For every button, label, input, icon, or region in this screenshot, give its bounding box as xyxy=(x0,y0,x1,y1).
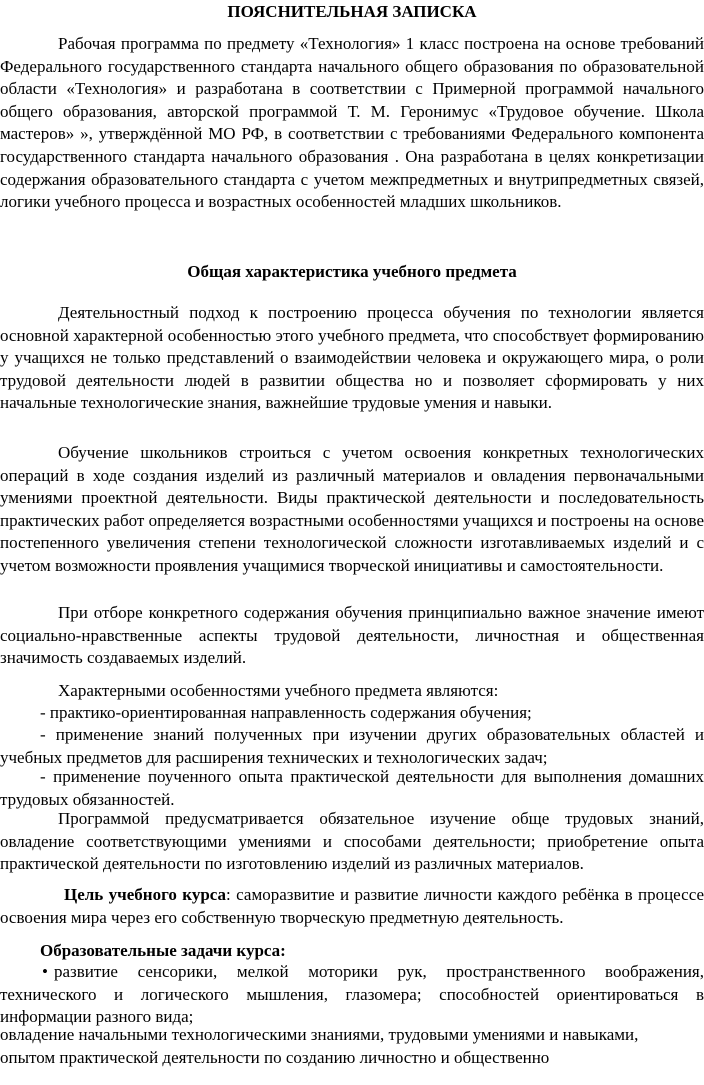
goal-label: Цель учебного курса xyxy=(64,885,227,904)
paragraph-content-selection: При отборе конкретного содержания обучения принципиально важное значение имеют социально-нравственные аспекты трудовой деятельности, личностная и общественная значимость создаваемых изделий. xyxy=(0,603,704,668)
paragraph-program: Программой предусматривается обязательное изучение обще трудовых знаний, овладение соответствующими умениями и способами деятельности; приобретение опыта практической деятельности по изготовлению изделий из различных материалов. xyxy=(0,809,704,874)
feature-item: - применение знаний полученных при изучении других образовательных областей и учебных предметов для расширения технических и технологических задач; xyxy=(0,725,704,767)
tasks-heading: Образовательные задачи курса: xyxy=(40,941,286,960)
document-title: ПОЯСНИТЕЛЬНАЯ ЗАПИСКА xyxy=(227,2,477,21)
intro-paragraph: Рабочая программа по предмету «Технология» 1 класс построена на основе требований Федерального государственного стандарта начального общего образования по образовательной области «Технология» и разработана в соответствии с Примерной программой начального общего образования, авторской программой Т. М. Геронимус «Трудовое обучение. Школа мастеров» », утверждённой МО РФ, в соответствии с требованиями Федерального компонента государственного стандарта начального образования . Она разработана в целях конкретизации содержания образовательного стандарта с учетом межпредметных и внутрипредметных связей, логики учебного процесса и возрастных особенностей младших школьников. xyxy=(0,34,704,212)
task-item-line: опытом практической деятельности по созданию личностно и общественно xyxy=(0,1048,550,1067)
task-item: развитие сенсорики, мелкой моторики рук, пространственного воображения, технического и логического мышления, глазомера; способностей ориентироваться в информации разного вида; xyxy=(0,962,704,1027)
section-heading: Общая характеристика учебного предмета xyxy=(187,262,517,281)
bullet-icon: • xyxy=(42,962,48,981)
paragraph-training: Обучение школьников строиться с учетом освоения конкретных технологических операций в ходе создания изделий из различный материалов и овладения первоначальными умениями проектной деятельности. Виды практической деятельности и последовательность практических работ определяется возрастными особенностями учащихся и построены на основе постепенного увеличения степени технологической сложности изготавливаемых изделий и с учетом возможности проявления учащимися творческой инициативы и самостоятельности. xyxy=(0,443,704,575)
goal-paragraph xyxy=(0,884,704,929)
paragraph-approach: Деятельностный подход к построению процесса обучения по технологии является основной характерной особенностью этого учебного предмета, что способствует формированию у учащихся не только представлений о взаимодействии человека и окружающего мира, о роли трудовой деятельности людей в развитии общества но и позволяет сформировать у них начальные технологические знания, важнейшие трудовые умения и навыки. xyxy=(0,303,704,413)
goal-text: : саморазвитие и развитие личности каждого ребёнка в процессе освоения мира через его собственную творческую предметную деятельность. xyxy=(0,885,704,927)
feature-item: - применение поученного опыта практической деятельности для выполнения домашних трудовых обязанностей. xyxy=(0,767,704,809)
feature-item: - практико-ориентированная направленность содержания обучения; xyxy=(40,703,532,722)
task-item-line: овладение начальными технологическими знаниями, трудовыми умениями и навыками, xyxy=(0,1025,639,1044)
features-intro: Характерными особенностями учебного предмета являются: xyxy=(58,681,499,700)
